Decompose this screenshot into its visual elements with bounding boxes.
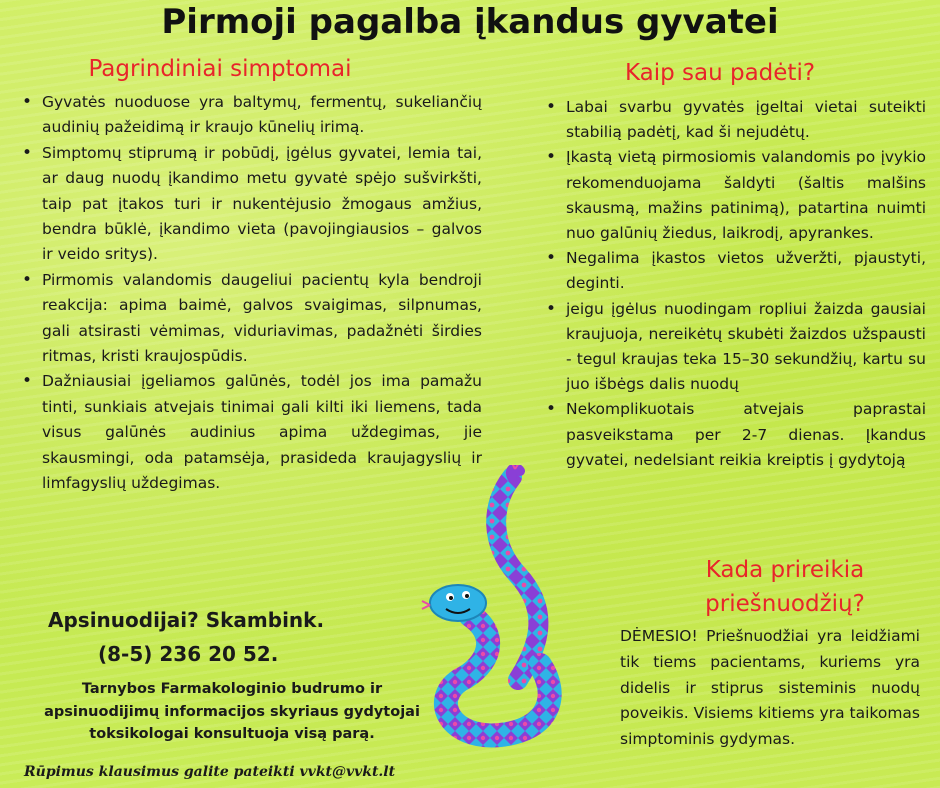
call-prompt: Apsinuodijai? Skambink.	[48, 608, 325, 632]
symptoms-heading: Pagrindiniai simptomai	[88, 56, 352, 82]
list-item: • jeigu įgėlus nuodingam ropliui žaizda gausiai kraujuoja, nereikėtų skubėti žaizdos užspausti - tegul kraujas teka 15–30 sekundžių, kartu su juo išbėgs dalis nuodų	[540, 297, 926, 398]
snake-head	[430, 585, 486, 621]
list-item: • Simptomų stiprumą ir pobūdį, įgėlus gyvatei, lemia tai, ar daug nuodų įkandimo metu gyvatė spėjo sušvirkšti, taip pat įtakos turi ir nukentėjusio žmogaus amžius, bendra būklė, įkandimo vieta (pavojingiausios – galvos ir veido sritys).	[16, 141, 482, 268]
antivenom-heading: Kada prireikia priešnuodžių?	[705, 557, 865, 617]
antivenom-notice: DĖMESIO! Priešnuodžiai yra leidžiami tik tiems pacientams, kuriems yra didelis ir stiprus sisteminis nuodų poveikis. Visiems kitiems yra taikomas simptominis gydymas.	[620, 627, 920, 749]
phone-number: (8-5) 236 20 52.	[98, 642, 279, 666]
upper-snake-body	[496, 477, 538, 680]
list-item: • Gyvatės nuoduose yra baltymų, fermentų, sukeliančių audinių pažeidimą ir kraujo kūnelių irimą.	[16, 90, 482, 141]
symptoms-list	[16, 90, 482, 497]
self-help-heading: Kaip sau padėti?	[624, 60, 816, 86]
list-item: • Negalima įkastos vietos užveržti, pjaustyti, deginti.	[540, 246, 926, 296]
list-item: • Labai svarbu gyvatės įgeltai vietai suteikti stabilią padėtį, kad ši nejudėtų.	[540, 95, 926, 145]
list-item: • Nekomplikuotais atvejais paprastai pasveikstama per 2-7 dienas. Įkandus gyvatei, nedelsiant reikia kreiptis į gydytoją	[540, 397, 926, 473]
footer-email-note: Rūpimus klausimus galite pateikti vvkt@vvkt.lt	[24, 764, 396, 780]
page-title: Pirmoji pagalba įkandus gyvatei	[161, 2, 779, 42]
organization-note: Tarnybos Farmakologinio budrumo ir apsinuodijimų informacijos skyriaus gydytojai toksikologai konsultuoja visą parą.	[44, 681, 420, 742]
list-item: • Pirmomis valandomis daugeliui pacientų kyla bendroji reakcija: apima baimė, galvos svaigimas, silpnumas, gali atsirasti vėmimas, viduriavimas, padažnėti širdies ritmas, kristi kraujospūdis.	[16, 268, 482, 370]
list-item: • Dažniausiai įgeliamos galūnės, todėl jos ima pamažu tinti, sunkiais atvejais tinimai gali kilti iki liemens, tada visus galūnės audinius apima uždegimas, jie skausmingi, oda patamsėja, prasideda kraujagyslių ir limfagyslių uždegimas.	[16, 369, 482, 496]
snake-illustration	[420, 465, 610, 765]
self-help-list	[540, 95, 926, 473]
list-item: • Įkastą vietą pirmosiomis valandomis po įvykio rekomenduojama šaldyti (šaltis malšins skausmą, mažins patinimą), patartina nuimti nuo galūnių žiedus, laikrodį, apyrankes.	[540, 145, 926, 246]
